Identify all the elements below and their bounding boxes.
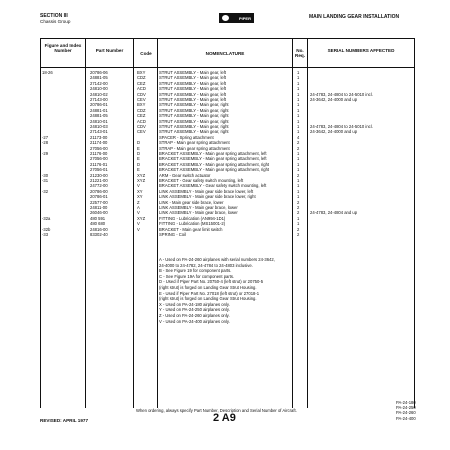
col-divider bbox=[157, 38, 158, 408]
cell-desc: LINK ASSEMBLY - Main gear brace, lower bbox=[159, 210, 238, 216]
cell-desc: STRUT ASSEMBLY - Main gear, left bbox=[159, 91, 227, 97]
page-title: MAIN LANDING GEAR INSTALLATION bbox=[309, 14, 400, 20]
cell-desc: STRUT ASSEMBLY - Main gear, right bbox=[159, 118, 229, 124]
note-line: V - Used on PA-24-400 airplanes only. bbox=[159, 318, 230, 324]
cell-req: 2 bbox=[297, 210, 300, 216]
cell-code: CEV bbox=[137, 129, 146, 135]
cell-req: 1 bbox=[297, 86, 300, 92]
cell-req: 1 bbox=[297, 215, 300, 221]
cell-part: 21173-00 bbox=[90, 134, 108, 140]
cell-part: 480 680 bbox=[90, 221, 106, 227]
revised-date: REVISED: APRIL 1977 bbox=[40, 418, 88, 423]
logo-text: PIPER bbox=[238, 15, 251, 21]
model-item: PA-24-250 bbox=[396, 405, 416, 411]
cell-req: 1 bbox=[297, 178, 300, 183]
cell-req: 1 bbox=[297, 161, 300, 167]
cell-req: 1 bbox=[297, 183, 300, 189]
cell-code: V bbox=[137, 226, 140, 232]
cell-code: D bbox=[137, 140, 141, 146]
cell-code: ACD bbox=[137, 118, 146, 124]
cell-code: CDZ bbox=[137, 75, 146, 81]
cell-serial: 24-4783, 24-4804 to 24-5010 incl. bbox=[310, 91, 373, 97]
cell-code: CEV bbox=[137, 97, 146, 102]
cell-code: XY bbox=[137, 194, 143, 200]
cell-desc: BRACKET ASSEMBLY - Main gear spring attachment, left bbox=[159, 151, 267, 156]
cell-req: 2 bbox=[297, 205, 300, 210]
cell-code: CDZ bbox=[137, 107, 146, 113]
cell-idx: -30 bbox=[42, 172, 49, 178]
cell-req: 2 bbox=[297, 145, 300, 151]
cell-req: 1 bbox=[297, 113, 300, 119]
cell-idx: -29 bbox=[42, 151, 49, 156]
cell-idx: -31 bbox=[42, 178, 49, 183]
cell-code: XYZ bbox=[137, 178, 146, 183]
cell-desc: BRACKET - Main gear limit switch bbox=[159, 226, 223, 232]
note-line: X - Used on PA-24-180 airplanes only. bbox=[159, 301, 230, 307]
table-left-border bbox=[40, 38, 41, 408]
cell-req: 1 bbox=[297, 118, 300, 124]
cell-req: 1 bbox=[297, 221, 300, 227]
cell-part: 21176-00 bbox=[90, 151, 108, 156]
model-list bbox=[396, 400, 416, 421]
ordering-note: When ordering, always specify Part Number, Description and Serial Number of Aircraft. bbox=[136, 408, 297, 413]
cell-desc: STRUT ASSEMBLY - Main gear, left bbox=[159, 75, 227, 81]
cell-desc: FITTING - Lubrication (MS15001-2) bbox=[159, 221, 226, 227]
note-line: 24-4000 to 24-4782, 24-4784 to 24-4803 inclusive. bbox=[159, 262, 253, 268]
cell-req: 2 bbox=[297, 226, 300, 232]
cell-part: 83302-40 bbox=[90, 232, 108, 237]
cell-serial: 24-4783, 24-4804 to 24-5010 incl. bbox=[310, 124, 373, 129]
cell-idx: -33 bbox=[42, 232, 49, 237]
section-label: SECTION III bbox=[40, 13, 68, 19]
note-line: A - Used on PA-24-260 airplanes with serial numbers 24-3642, bbox=[159, 257, 275, 262]
cell-part: 20786-00 bbox=[90, 188, 108, 194]
table-right-border bbox=[414, 38, 415, 408]
cell-part: 24810-01 bbox=[90, 118, 108, 124]
table-top-border bbox=[40, 38, 414, 39]
cell-serial: 24-3642, 24-4000 and up bbox=[310, 129, 358, 135]
cell-desc: STRUT ASSEMBLY - Main gear, right bbox=[159, 124, 229, 129]
header-figure: Figure and Index Number bbox=[44, 43, 82, 53]
cell-part: 24881-05 bbox=[90, 113, 108, 119]
col-divider bbox=[133, 38, 134, 408]
cell-desc: LINK - Main gear side brace, lower bbox=[159, 199, 224, 205]
cell-req: 2 bbox=[297, 199, 300, 205]
table-header-border bbox=[40, 67, 414, 68]
cell-part: 22577-00 bbox=[90, 199, 108, 205]
cell-code: D bbox=[137, 161, 141, 167]
cell-part: 24772-00 bbox=[90, 183, 108, 189]
cell-req: 1 bbox=[297, 124, 300, 129]
cell-part: 21221-00 bbox=[90, 178, 108, 183]
cell-req: 1 bbox=[297, 194, 300, 200]
cell-part: 21176-01 bbox=[90, 161, 108, 167]
cell-desc: STRUT ASSEMBLY - Main gear, right bbox=[159, 129, 229, 135]
cell-part: 27056-00 bbox=[90, 145, 108, 151]
model-item: PA-24-400 bbox=[396, 415, 416, 421]
cell-desc: BRACKET ASSEMBLY - Gear safety switch mounting, left bbox=[159, 183, 267, 189]
cell-code: CDV bbox=[137, 124, 146, 129]
cell-part: 21174-00 bbox=[90, 140, 108, 146]
col-divider bbox=[292, 38, 293, 408]
cell-code: XY bbox=[137, 188, 143, 194]
header-nomenclature: NOMENCLATURE bbox=[205, 51, 245, 56]
cell-code: XYZ bbox=[137, 172, 146, 178]
cell-desc: LINK ASSEMBLY - Main gear side brace lower, left bbox=[159, 188, 254, 194]
cell-code: CEZ bbox=[137, 80, 146, 86]
cell-code: D bbox=[137, 151, 141, 156]
cell-code: XYZ bbox=[137, 215, 146, 221]
cell-req: 1 bbox=[297, 151, 300, 156]
note-line: (right strut) is forged on Landing Gear Strut Housing. bbox=[159, 285, 257, 290]
header-code: Code bbox=[140, 51, 152, 56]
cell-part: 480 591 bbox=[90, 215, 106, 221]
cell-desc: ARM - Gear switch actuator bbox=[159, 172, 211, 178]
model-item: PA-24-180 bbox=[396, 400, 416, 405]
cell-desc: BRACKET - Gear safety switch mounting, left bbox=[159, 178, 244, 183]
cell-part: 27143-01 bbox=[90, 129, 108, 135]
cell-desc: STRAP - Main gear spring attachment bbox=[159, 140, 230, 146]
cell-req: 4 bbox=[297, 134, 300, 140]
cell-req: 1 bbox=[297, 107, 300, 113]
cell-req: 1 bbox=[297, 70, 300, 75]
cell-code: ACD bbox=[137, 86, 146, 92]
cell-code: BXY bbox=[137, 70, 146, 75]
cell-idx: -32a bbox=[42, 215, 51, 221]
cell-serial: 24-3642, 24-4000 and up bbox=[310, 97, 358, 102]
note-line: Z - Used on PA-24-260 airplanes only. bbox=[159, 313, 230, 318]
cell-req: 1 bbox=[297, 188, 300, 194]
cell-req: 1 bbox=[297, 91, 300, 97]
cell-part: 24811-00 bbox=[90, 205, 108, 210]
cell-desc: SPACER - Spring attachment bbox=[159, 134, 214, 140]
cell-part: 24810-02 bbox=[90, 91, 108, 97]
cell-code: BXY bbox=[137, 102, 146, 108]
cell-req: 1 bbox=[297, 167, 300, 173]
cell-desc: STRUT ASSEMBLY - Main gear, right bbox=[159, 107, 229, 113]
cell-code: Z bbox=[137, 199, 140, 205]
cell-code: V bbox=[137, 210, 140, 216]
cell-part: 26046-00 bbox=[90, 210, 108, 216]
cell-part: 24810-03 bbox=[90, 124, 108, 129]
cell-part: 20786-01 bbox=[90, 194, 108, 200]
cell-desc: BRACKET ASSEMBLY - Main gear spring attachment, right bbox=[159, 161, 270, 167]
cell-desc: STRUT ASSEMBLY - Main gear, right bbox=[159, 102, 229, 108]
cell-req: 1 bbox=[297, 75, 300, 81]
cell-desc: LINK ASSEMBLY - Main gear brace, lower bbox=[159, 205, 238, 210]
cell-code: A bbox=[137, 205, 140, 210]
model-item: PA-24-260 bbox=[396, 410, 416, 416]
note-line: C - See Figure 19A for component parts. bbox=[159, 273, 235, 279]
cell-code: E bbox=[137, 167, 140, 173]
cell-req: 1 bbox=[297, 129, 300, 135]
cell-part: 24816-00 bbox=[90, 226, 108, 232]
cell-desc: STRUT ASSEMBLY - Main gear, left bbox=[159, 80, 227, 86]
cell-code: CDV bbox=[137, 91, 146, 97]
col-divider bbox=[85, 38, 86, 408]
note-line: (right strut) is forged on Landing Gear Strut Housing. bbox=[159, 296, 257, 302]
cell-desc: FITTING - Lubrication (AN994-1D1) bbox=[159, 215, 226, 221]
page-number: 2 A9 bbox=[213, 412, 236, 424]
note-line: D - Used if Piper Part No. 20750-4 (left strut) or 20750-5 bbox=[159, 279, 264, 285]
cell-desc: BRACKET ASSEMBLY - Main gear spring attachment, left bbox=[159, 156, 267, 162]
cell-idx: -28 bbox=[42, 140, 49, 146]
header-serial: SERIAL NUMBERS AFFECTED bbox=[327, 48, 395, 53]
cell-req: 1 bbox=[297, 102, 300, 108]
logo-emblem-icon bbox=[222, 15, 229, 21]
cell-req: 1 bbox=[297, 156, 300, 162]
cell-part: 20786-01 bbox=[90, 102, 108, 108]
header-noreq: No. Req. bbox=[295, 48, 305, 58]
cell-req: 2 bbox=[297, 140, 300, 146]
col-divider bbox=[307, 38, 308, 408]
cell-desc: STRUT ASSEMBLY - Main gear, left bbox=[159, 86, 227, 92]
cell-desc: STRUT ASSEMBLY - Main gear, right bbox=[159, 113, 229, 119]
cell-idx: -32b bbox=[42, 226, 51, 232]
cell-code: V bbox=[137, 221, 140, 227]
cell-serial: 24-4783, 24-4804 and up bbox=[310, 210, 358, 216]
note-line: B - See Figure 19 for component parts. bbox=[159, 268, 232, 274]
piper-logo bbox=[219, 13, 254, 23]
note-line: Y - Used on PA-24-250 airplanes only. bbox=[159, 307, 230, 313]
header-part: Part Number bbox=[95, 48, 124, 53]
cell-desc: BRACKET ASSEMBLY - Main gear spring attachment, right bbox=[159, 167, 270, 173]
cell-part: 27142-00 bbox=[90, 80, 108, 86]
group-label: Chassis Group bbox=[40, 19, 71, 24]
cell-part: 24810-00 bbox=[90, 86, 108, 92]
cell-part: 20786-06 bbox=[90, 70, 108, 75]
cell-idx: -27 bbox=[42, 134, 49, 140]
cell-idx: 18-26 bbox=[42, 70, 53, 75]
cell-desc: STRUT ASSEMBLY - Main gear, left bbox=[159, 97, 227, 102]
note-line: E - Used if Piper Part No. 27018 (left strut) or 27018-1 bbox=[159, 290, 260, 296]
cell-req: 2 bbox=[297, 172, 300, 178]
cell-idx: -32 bbox=[42, 188, 49, 194]
cell-part: 24881-01 bbox=[90, 107, 108, 113]
cell-part: 24881-05 bbox=[90, 75, 108, 81]
cell-desc: STRAP - Main gear spring attachment bbox=[159, 145, 230, 151]
cell-part: 27143-00 bbox=[90, 97, 108, 102]
cell-code: E bbox=[137, 145, 140, 151]
cell-code: CEZ bbox=[137, 113, 146, 119]
cell-desc: SPRING - Coil bbox=[159, 232, 186, 237]
cell-part: 21230-00 bbox=[90, 172, 108, 178]
cell-desc: LINK ASSEMBLY - Main gear side brace lower, right bbox=[159, 194, 256, 200]
cell-req: 1 bbox=[297, 97, 300, 102]
cell-req: 2 bbox=[297, 232, 300, 237]
cell-code: E bbox=[137, 156, 140, 162]
cell-part: 27056-01 bbox=[90, 167, 108, 173]
cell-part: 27056-00 bbox=[90, 156, 108, 162]
cell-code: V bbox=[137, 183, 140, 189]
cell-desc: STRUT ASSEMBLY - Main gear, left bbox=[159, 70, 227, 75]
cell-req: 1 bbox=[297, 80, 300, 86]
